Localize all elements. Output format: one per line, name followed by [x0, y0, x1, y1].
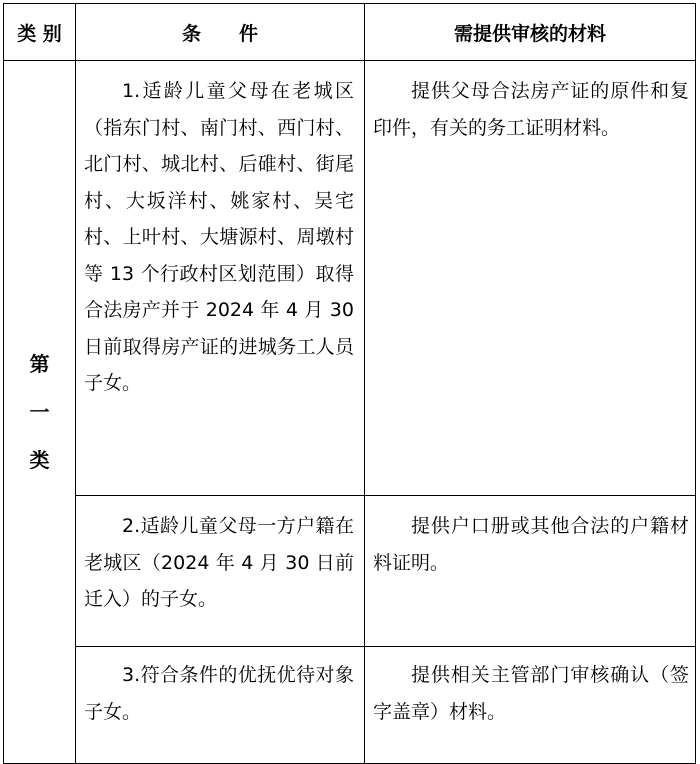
header-category: 类 别 — [4, 4, 76, 61]
category-char: 类 — [29, 448, 50, 472]
category-char: 第 — [29, 352, 50, 376]
table-row — [4, 496, 696, 647]
table-row — [4, 647, 696, 764]
materials-cell: 提供相关主管部门审核确认（签字盖章）材料。 — [365, 647, 696, 764]
header-materials: 需提供审核的材料 — [365, 4, 696, 61]
header-row — [4, 4, 696, 61]
category-cell — [4, 61, 76, 764]
condition-cell: 2.适龄儿童父母一方户籍在老城区（2024 年 4 月 30 日前迁入）的子女。 — [76, 496, 365, 647]
materials-cell: 提供户口册或其他合法的户籍材料证明。 — [365, 496, 696, 647]
materials-cell: 提供父母合法房产证的原件和复印件，有关的务工证明材料。 — [365, 61, 696, 496]
condition-cell: 3.符合条件的优抚优待对象子女。 — [76, 647, 365, 764]
requirements-table — [3, 3, 696, 764]
table-row — [4, 61, 696, 496]
header-condition: 条 件 — [76, 4, 365, 61]
condition-cell: 1.适龄儿童父母在老城区（指东门村、南门村、西门村、北门村、城北村、后碓村、街尾村、大坂洋村、姚家村、吴宅村、上叶村、大塘源村、周墩村等 13 个行政村区划范围）取得合法房产并于 2024 年 4 月 30 日前取得房产证的进城务工人员子女。 — [76, 61, 365, 496]
category-char: 一 — [29, 400, 50, 424]
